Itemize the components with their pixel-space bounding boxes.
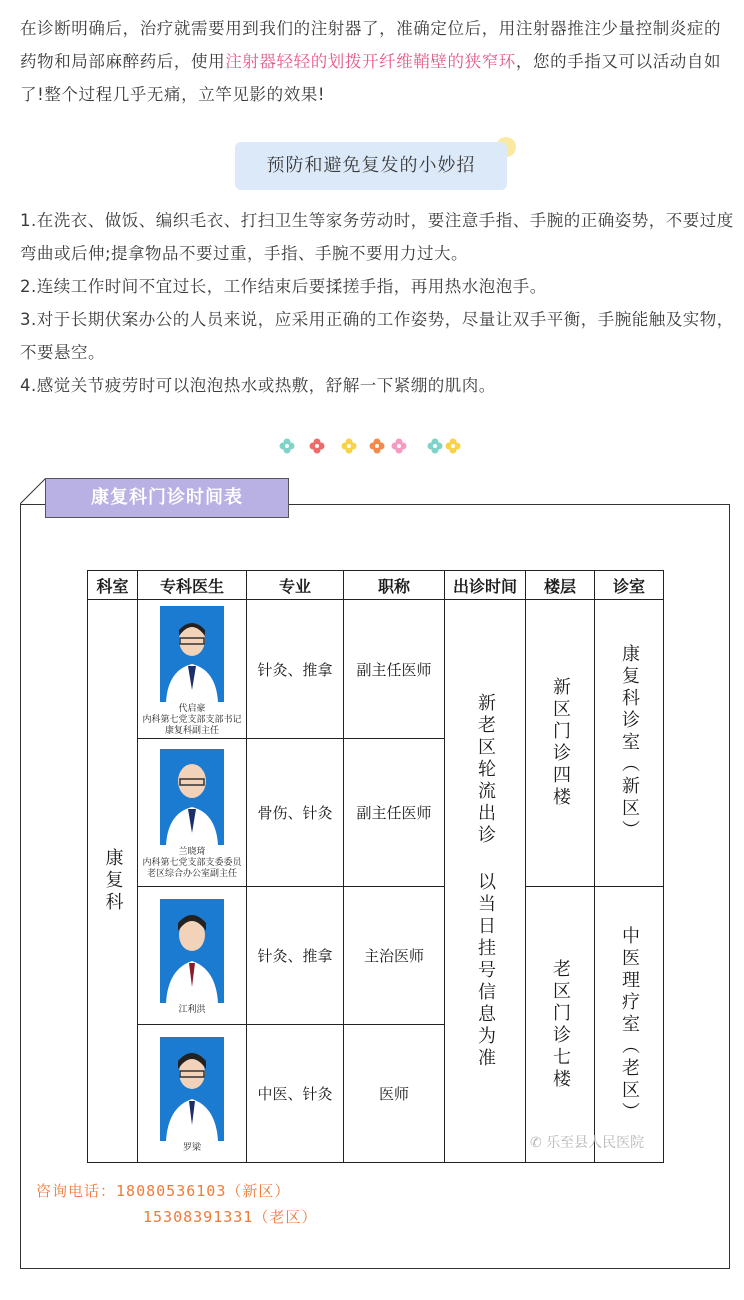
table-row bbox=[88, 887, 664, 1025]
flower-icon bbox=[445, 438, 461, 454]
wechat-icon: ✆ bbox=[530, 1135, 547, 1151]
doctor-avatar-icon bbox=[160, 899, 224, 1003]
doctor-avatar-icon bbox=[160, 1037, 224, 1141]
tips-title: 预防和避免复发的小妙招 bbox=[235, 142, 507, 190]
watermark-text: 乐至县人民医院 bbox=[546, 1135, 645, 1151]
intro-text-2: ，您的手指又可以活动自如了!整个过程几乎无痛，立竿见影的效果! bbox=[20, 52, 722, 104]
intro-paragraph bbox=[20, 12, 732, 111]
tip-item: 2.连续工作时间不宜过长，工作结束后要揉搓手指，再用热水泡泡手。 bbox=[20, 277, 547, 296]
tip-item: 1.在洗衣、做饭、编织毛衣、打扫卫生等家务劳动时，要注意手指、手腕的正确姿势，不要过度弯曲或后伸;提拿物品不要过重，手指、手腕不要用力过大。 bbox=[20, 211, 734, 263]
doctor-name: 代启豪 bbox=[178, 703, 206, 714]
header-cell: 楼层 bbox=[526, 571, 595, 600]
room-old: 中医理疗室（老区） bbox=[619, 925, 640, 1124]
doctor-name: 罗梁 bbox=[182, 1143, 201, 1153]
specialty-cell: 中医、针灸 bbox=[247, 1025, 344, 1163]
watermark bbox=[530, 1132, 644, 1152]
header-cell: 专科医生 bbox=[138, 571, 247, 600]
contact-phone-new[interactable]: 18080536103（新区） bbox=[116, 1182, 291, 1200]
schedule-banner: 康复科门诊时间表 bbox=[45, 478, 289, 518]
title-cell: 医师 bbox=[344, 1025, 445, 1163]
doctor-position: 内科第七党支部支委委员 bbox=[142, 858, 242, 868]
room-cell bbox=[595, 600, 664, 887]
contact-line-1 bbox=[36, 1180, 290, 1201]
tip-item: 3.对于长期伏案办公的人员来说，应采用正确的工作姿势，尽量让双手平衡，手腕能触及实物，不要悬空。 bbox=[20, 310, 734, 362]
header-cell: 科室 bbox=[88, 571, 138, 600]
tips-list bbox=[20, 204, 734, 402]
room-cell bbox=[595, 887, 664, 1163]
doctor-avatar-icon bbox=[160, 606, 224, 702]
title-cell: 副主任医师 bbox=[344, 600, 445, 739]
title-cell: 主治医师 bbox=[344, 887, 445, 1025]
visit-time: 新老区轮流出诊 以当日挂号信息为准 bbox=[475, 692, 496, 1070]
floor-cell bbox=[526, 887, 595, 1163]
doctor-photo bbox=[160, 749, 224, 845]
doctor-photo bbox=[160, 899, 224, 1003]
doctor-position: 老区综合办公室副主任 bbox=[146, 869, 237, 879]
contact-label: 咨询电话： bbox=[36, 1182, 117, 1200]
specialty-cell: 针灸、推拿 bbox=[247, 887, 344, 1025]
flower-divider bbox=[275, 434, 475, 460]
header-cell: 诊室 bbox=[595, 571, 664, 600]
schedule-table bbox=[87, 570, 664, 1163]
contact-phone-old[interactable]: 15308391331（老区） bbox=[143, 1208, 318, 1226]
doctor-name: 江利洪 bbox=[178, 1005, 206, 1015]
department-cell bbox=[88, 600, 138, 1163]
visit-time-cell bbox=[445, 600, 526, 1163]
intro-text-1: 在诊断明确后，治疗就需要用到我们的注射器了，准确定位后，用注射器推注少量控制炎症的药物和局部麻醉药后，使用 bbox=[20, 19, 722, 71]
flower-icon bbox=[369, 438, 385, 454]
doctor-avatar-icon bbox=[160, 749, 224, 845]
header-cell: 专业 bbox=[247, 571, 344, 600]
flower-icon bbox=[309, 438, 325, 454]
doctor-cell bbox=[138, 1025, 247, 1163]
flower-icon bbox=[279, 438, 295, 454]
table-row bbox=[88, 600, 664, 739]
department-name: 康复科 bbox=[102, 848, 124, 914]
floor-new: 新区门诊四楼 bbox=[550, 677, 571, 809]
doctor-name: 兰晓琦 bbox=[178, 847, 206, 857]
flower-icon bbox=[391, 438, 407, 454]
doctor-photo bbox=[160, 606, 224, 702]
tip-item: 4.感觉关节疲劳时可以泡泡热水或热敷，舒解一下紧绷的肌肉。 bbox=[20, 376, 496, 395]
specialty-cell: 骨伤、针灸 bbox=[247, 739, 344, 887]
doctor-cell bbox=[138, 739, 247, 887]
doctor-position: 康复科副主任 bbox=[164, 725, 219, 736]
table-header-row bbox=[88, 571, 664, 600]
specialty-cell: 针灸、推拿 bbox=[247, 600, 344, 739]
floor-cell bbox=[526, 600, 595, 887]
flower-icon bbox=[427, 438, 443, 454]
doctor-photo bbox=[160, 1037, 224, 1141]
room-new: 康复科诊室（新区） bbox=[619, 644, 640, 842]
contact-line-2 bbox=[143, 1206, 317, 1227]
floor-old: 老区门诊七楼 bbox=[550, 958, 571, 1091]
doctor-cell bbox=[138, 887, 247, 1025]
header-cell: 出诊时间 bbox=[445, 571, 526, 600]
flower-icon bbox=[341, 438, 357, 454]
doctor-cell bbox=[138, 600, 247, 739]
intro-highlight: 注射器轻轻的划拨开纤维鞘壁的狭窄环 bbox=[225, 52, 516, 71]
doctor-position: 内科第七党支部支部书记 bbox=[142, 714, 242, 725]
title-cell: 副主任医师 bbox=[344, 739, 445, 887]
header-cell: 职称 bbox=[344, 571, 445, 600]
